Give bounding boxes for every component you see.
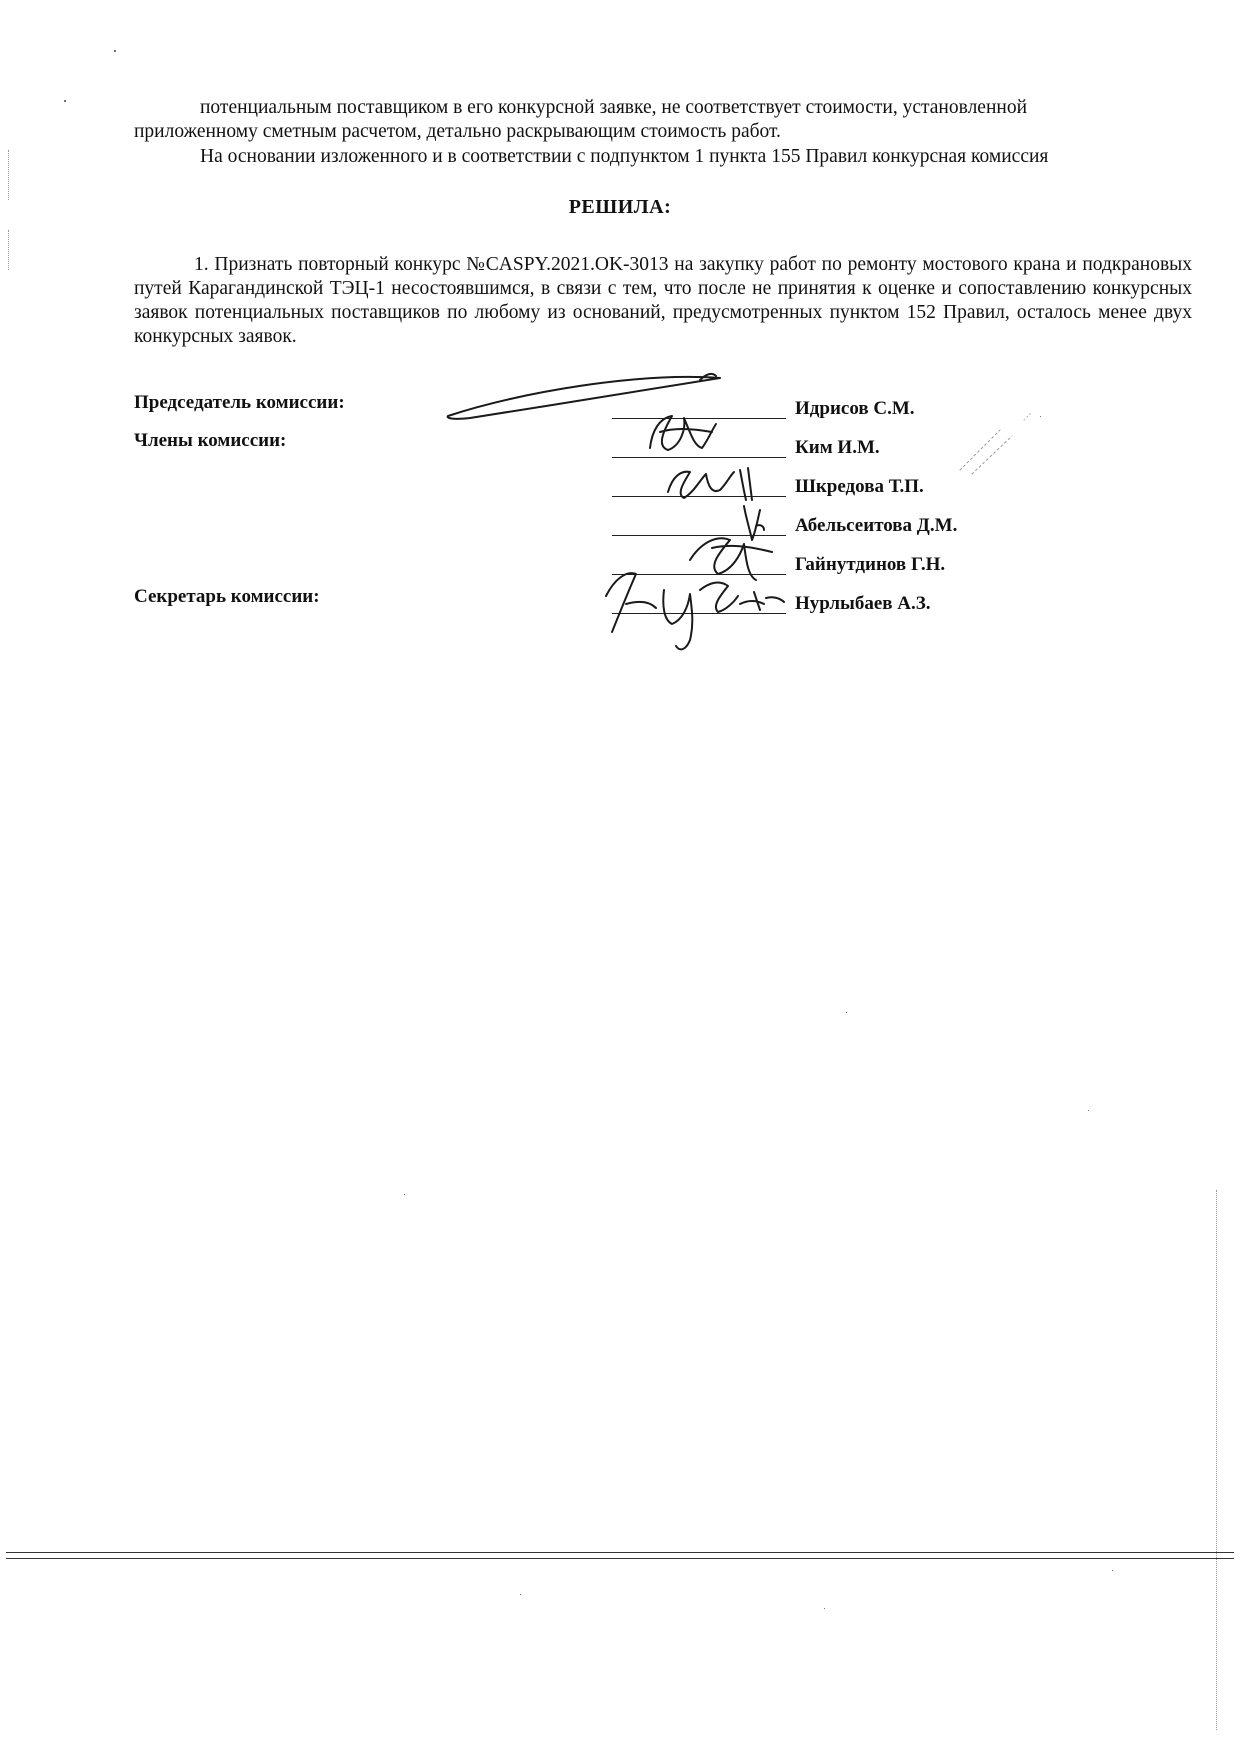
- decision-item-1: 1. Признать повторный конкурс №CASPY.2021.OK-3013 на закупку работ по ремонту мостового крана и подкрановых путей Карагандинской ТЭЦ-1 несостоявшимся, в связи с тем, что после не принятия к оценке и сопоставлению конкурсных заявок потенциальных поставщиков по любому из оснований, предусмотренных пунктом 152 Правил, осталось менее двух конкурсных заявок.: [134, 254, 1192, 347]
- signature-chair: [448, 377, 720, 419]
- paragraph-continued-line1: потенциальным поставщиком в его конкурсной заявке, не соответствует стоимости, установленной: [200, 97, 1028, 118]
- scan-speck: [1040, 416, 1041, 417]
- footer-rule-bottom: [6, 1558, 1234, 1559]
- scan-edge-noise: [1216, 1190, 1218, 1730]
- signatory-name-2: Ким И.М.: [795, 437, 880, 458]
- signatory-name-4: Абельсеитова Д.М.: [795, 515, 958, 536]
- signature-line-5: [612, 574, 786, 575]
- signature-line-4: [612, 535, 786, 536]
- scan-speck: [114, 50, 116, 52]
- signatory-name-3: Шкредова Т.П.: [795, 476, 924, 497]
- scan-speck: [404, 1194, 405, 1195]
- signature-line-3: [612, 496, 786, 497]
- secretary-label: Секретарь комиссии:: [134, 586, 320, 607]
- decision-heading: РЕШИЛА:: [568, 196, 672, 218]
- scan-speck: [824, 1608, 825, 1609]
- signatory-name-6: Нурлыбаев А.З.: [795, 593, 931, 614]
- signature-secretary: [606, 573, 784, 649]
- signature-line-1: [612, 418, 786, 419]
- scan-speck: [846, 1012, 847, 1013]
- signatory-name-1: Идрисов С.М.: [795, 398, 915, 419]
- footer-rule-top: [6, 1552, 1234, 1553]
- paragraph-basis: На основании изложенного и в соответствии с подпунктом 1 пункта 155 Правил конкурсная комиссия: [200, 146, 1049, 167]
- scan-speck: [64, 100, 66, 102]
- scan-speck: [1088, 1110, 1089, 1111]
- signatory-name-5: Гайнутдинов Г.Н.: [795, 554, 946, 575]
- chair-label: Председатель комиссии:: [134, 392, 345, 413]
- scan-edge-noise: [8, 230, 10, 270]
- scan-edge-noise: [8, 150, 10, 200]
- scan-speck: [520, 1594, 521, 1595]
- signature-line-2: [612, 457, 786, 458]
- signature-member-1: [650, 416, 716, 450]
- scan-speck: [1112, 1570, 1113, 1571]
- signature-line-6: [612, 613, 786, 614]
- paragraph-continued-line2: приложенному сметным расчетом, детально раскрывающим стоимость работ.: [134, 121, 781, 142]
- members-label: Члены комиссии:: [134, 430, 287, 451]
- paragraph-continued: [134, 96, 1192, 144]
